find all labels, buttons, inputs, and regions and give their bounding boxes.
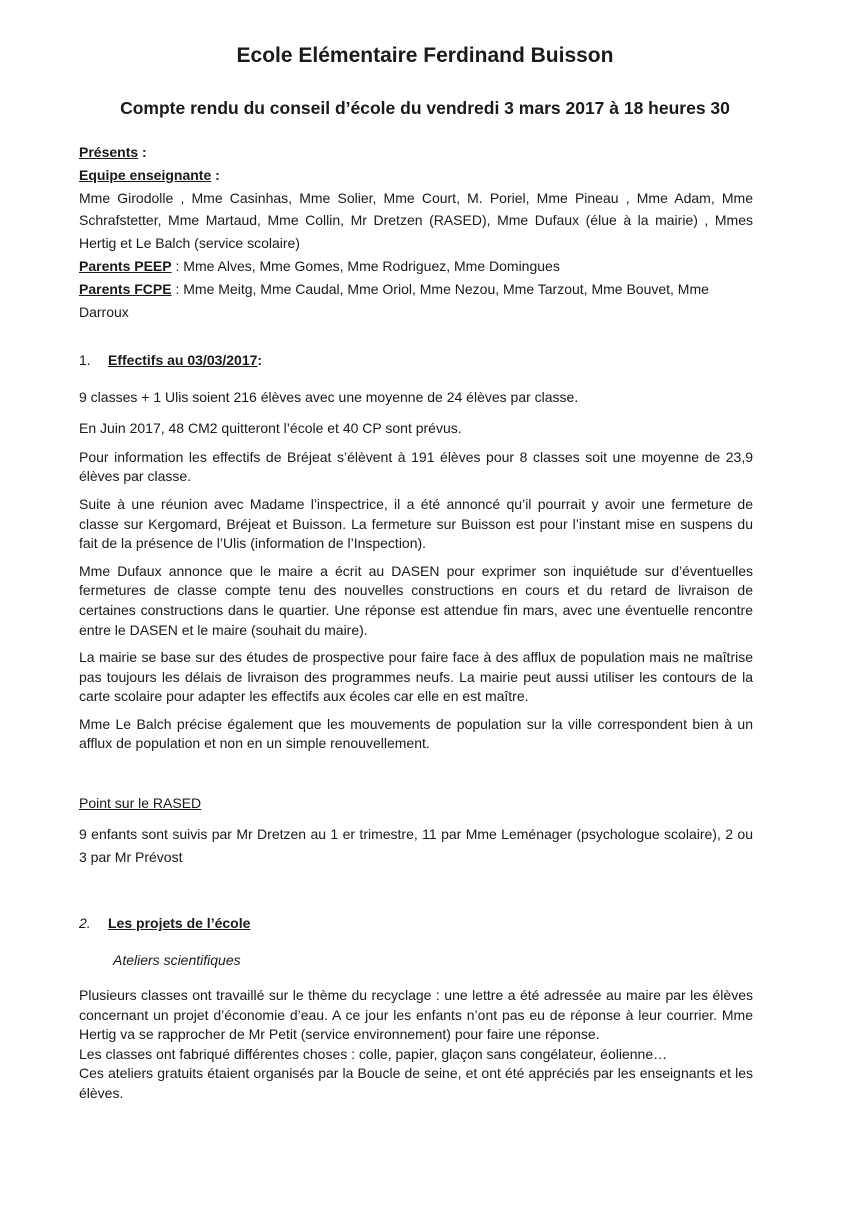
school-title: Ecole Elémentaire Ferdinand Buisson: [236, 44, 614, 67]
peep-label: Parents PEEP: [79, 257, 172, 274]
effectifs-paragraph-6: La mairie se base sur des études de prospective pour faire face à des afflux de population mais ne maîtrise pas toujours les délais de livraison des programmes neufs. La mairie peut aussi utiliser les contours de la carte scolaire pour adapter les effectifs aux écoles car elle en est maître.: [79, 649, 753, 705]
equipe-members: Mme Girodolle , Mme Casinhas, Mme Solier, Mme Court, M. Poriel, Mme Pineau , Mme Adam, Mme Schrafstetter, Mme Martaud, Mme Collin, Mr Dretzen (RASED), Mme Dufaux (élue à la mairie) , Mmes Hertig et Le Balch (service scolaire): [79, 189, 753, 252]
fcpe-line: [79, 278, 753, 324]
projets-paragraph-1: Plusieurs classes ont travaillé sur le thème du recyclage : une lettre a été adressée au maire par les élèves concernant un projet d’économie d’eau. A ce jour les enfants n’ont pas eu de réponse à leur courrier. Mme Hertig va se rapprocher de Mr Petit (service environnement) pour faire une réponse.: [79, 987, 753, 1043]
section2-number: 2.: [79, 915, 91, 932]
fcpe-members: : Mme Meitg, Mme Caudal, Mme Oriol, Mme Nezou, Mme Tarzout, Mme Bouvet, Mme Darroux: [79, 280, 709, 320]
ateliers-subheading: Ateliers scientifiques: [113, 952, 241, 969]
section2-title: Les projets de l’école: [108, 915, 251, 932]
peep-members: : Mme Alves, Mme Gomes, Mme Rodriguez, Mme Domingues: [171, 257, 560, 274]
document-body: [79, 141, 753, 1104]
section1-title-suffix: :: [257, 352, 263, 369]
section1-title: Effectifs au 03/03/2017: [108, 352, 258, 369]
presents-heading-line: [79, 141, 753, 164]
effectifs-paragraph-4: Suite à une réunion avec Madame l’inspectrice, il a été annoncé qu’il pourrait y avoir une fermeture de classe sur Kergomard, Bréjeat et Buisson. La fermeture sur Buisson est pour l’instant mise en suspens du fait de la présence de l’Ulis (information de l’Inspection).: [79, 495, 753, 552]
section2-heading: [79, 912, 753, 935]
presents-heading: Présents: [79, 144, 139, 160]
effectifs-paragraph-2: En Juin 2017, 48 CM2 quitteront l’école et 40 CP sont prévus.: [79, 419, 462, 436]
meeting-subtitle: Compte rendu du conseil d’école du vendredi 3 mars 2017 à 18 heures 30: [120, 98, 730, 118]
rased-text: 9 enfants sont suivis par Mr Dretzen au 1 er trimestre, 11 par Mme Leménager (psychologue scolaire), 2 ou 3 par Mr Prévost: [79, 825, 753, 865]
equipe-label: Equipe enseignante: [79, 166, 212, 183]
fcpe-label: Parents FCPE: [79, 280, 172, 297]
section1-number: 1.: [79, 352, 91, 369]
equipe-label-suffix: :: [211, 166, 220, 183]
effectifs-paragraph-5: Mme Dufaux annonce que le maire a écrit au DASEN pour exprimer son inquiétude sur d’éventuelles fermetures de classe compte tenu des nouvelles constructions en cours et du retard de livraison de certaines constructions dans le quartier. Une réponse est attendue fin mars, avec une éventuelle rencontre entre le DASEN et le maire (souhait du maire).: [79, 562, 753, 638]
effectifs-paragraph-7: Mme Le Balch précise également que les mouvements de population sur la ville correspondent bien à un afflux de population et non en un simple renouvellement.: [79, 715, 753, 752]
projets-paragraph-2: Les classes ont fabriqué différentes choses : colle, papier, glaçon sans congélateur, éolienne…: [79, 1045, 668, 1062]
effectifs-paragraph-1: 9 classes + 1 Ulis soient 216 élèves avec une moyenne de 24 élèves par classe.: [79, 389, 579, 406]
presents-heading-suffix: :: [138, 144, 147, 160]
equipe-heading-line: [79, 164, 753, 187]
rased-title: Point sur le RASED: [79, 795, 202, 812]
effectifs-paragraph-3: Pour information les effectifs de Bréjeat s’élèvent à 191 élèves pour 8 classes soit une moyenne de 23,9 élèves par classe.: [79, 448, 753, 485]
peep-line: [79, 255, 753, 278]
projets-paragraph-3: Ces ateliers gratuits étaient organisés par la Boucle de seine, et ont été appréciés par les enseignants et les élèves.: [79, 1065, 753, 1102]
section1-heading: [79, 349, 753, 372]
